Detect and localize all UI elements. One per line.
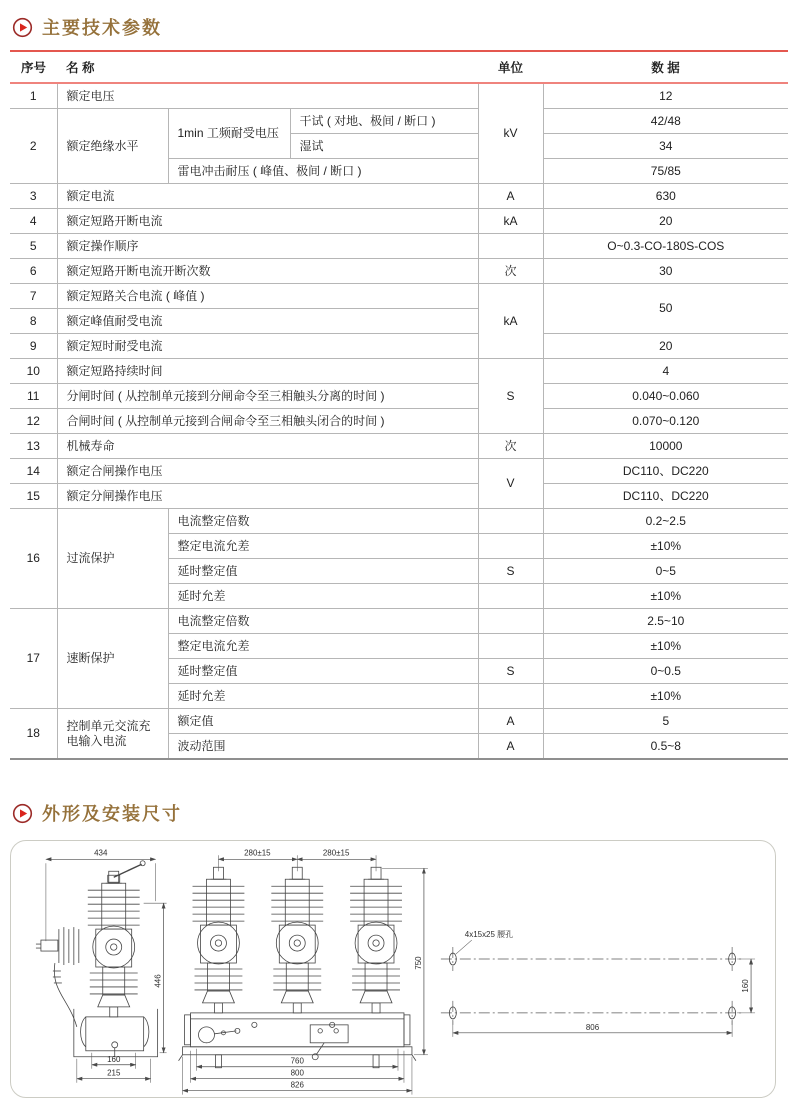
table-cell: 额定短路开断电流开断次数 bbox=[57, 259, 478, 284]
table-cell: 额定分闸操作电压 bbox=[57, 484, 478, 509]
table-cell: 整定电流允差 bbox=[168, 634, 478, 659]
table-cell: 湿试 bbox=[290, 134, 478, 159]
hole-layout-drawing bbox=[441, 929, 755, 1037]
table-cell: 7 bbox=[10, 284, 57, 309]
params-table-row bbox=[10, 609, 788, 634]
table-cell: 20 bbox=[543, 209, 788, 234]
section-params-header bbox=[12, 14, 778, 40]
table-cell: 2.5~10 bbox=[543, 609, 788, 634]
dim-front-width-inner: 760 bbox=[290, 1056, 304, 1066]
params-table-row bbox=[10, 234, 788, 259]
table-cell: ±10% bbox=[543, 534, 788, 559]
table-cell: 额定电流 bbox=[57, 184, 478, 209]
dim-pole-pitch-right: 280±15 bbox=[322, 848, 350, 858]
dim-holes-height: 160 bbox=[741, 979, 751, 993]
table-cell: 额定电压 bbox=[57, 83, 478, 109]
table-cell: 6 bbox=[10, 259, 57, 284]
table-cell: kA bbox=[478, 209, 543, 234]
side-view-drawing bbox=[36, 848, 167, 1082]
table-cell: 额定短路开断电流 bbox=[57, 209, 478, 234]
table-cell: 34 bbox=[543, 134, 788, 159]
table-cell: 14 bbox=[10, 459, 57, 484]
table-cell: DC110、DC220 bbox=[543, 459, 788, 484]
dim-pole-pitch-left: 280±15 bbox=[244, 848, 271, 858]
table-cell: 额定操作顺序 bbox=[57, 234, 478, 259]
table-cell: A bbox=[478, 184, 543, 209]
table-cell: 3 bbox=[10, 184, 57, 209]
table-cell: 5 bbox=[10, 234, 57, 259]
table-cell bbox=[478, 584, 543, 609]
params-table-row bbox=[10, 284, 788, 309]
params-table-row bbox=[10, 259, 788, 284]
table-cell: 15 bbox=[10, 484, 57, 509]
table-cell: ±10% bbox=[543, 684, 788, 709]
table-cell: O~0.3-CO-180S-COS bbox=[543, 234, 788, 259]
table-cell: 12 bbox=[10, 409, 57, 434]
table-cell: 0.5~8 bbox=[543, 734, 788, 760]
table-cell: 5 bbox=[543, 709, 788, 734]
table-cell: 合闸时间 ( 从控制单元接到合闸命令至三相触头闭合的时间 ) bbox=[57, 409, 478, 434]
table-cell bbox=[478, 509, 543, 534]
table-cell: 延时整定值 bbox=[168, 559, 478, 584]
table-cell: 17 bbox=[10, 609, 57, 709]
table-cell bbox=[478, 634, 543, 659]
table-cell: 电流整定倍数 bbox=[168, 509, 478, 534]
table-cell: 控制单元交流充电输入电流 bbox=[57, 709, 168, 760]
table-cell: 速断保护 bbox=[57, 609, 168, 709]
params-table-row bbox=[10, 209, 788, 234]
table-cell: V bbox=[478, 459, 543, 509]
table-cell: 12 bbox=[543, 83, 788, 109]
table-cell: 9 bbox=[10, 334, 57, 359]
table-cell: 次 bbox=[478, 259, 543, 284]
params-table-row bbox=[10, 109, 788, 134]
dim-front-width-outer: 826 bbox=[290, 1080, 304, 1090]
table-cell: 16 bbox=[10, 509, 57, 609]
params-header-row bbox=[10, 51, 788, 83]
params-table-row bbox=[10, 484, 788, 509]
table-cell: 延时整定值 bbox=[168, 659, 478, 684]
table-cell: 10000 bbox=[543, 434, 788, 459]
table-cell bbox=[478, 534, 543, 559]
table-cell: A bbox=[478, 709, 543, 734]
table-cell: 2 bbox=[10, 109, 57, 184]
params-table-body bbox=[10, 83, 788, 759]
table-cell: 0.2~2.5 bbox=[543, 509, 788, 534]
header-no: 序号 bbox=[10, 51, 57, 83]
table-cell: 18 bbox=[10, 709, 57, 760]
table-cell: DC110、DC220 bbox=[543, 484, 788, 509]
dim-side-height: 446 bbox=[153, 974, 163, 988]
params-table-row bbox=[10, 409, 788, 434]
table-cell: 0~5 bbox=[543, 559, 788, 584]
table-cell: 电流整定倍数 bbox=[168, 609, 478, 634]
params-table-row bbox=[10, 509, 788, 534]
table-cell: 75/85 bbox=[543, 159, 788, 184]
table-cell: 8 bbox=[10, 309, 57, 334]
table-cell: 30 bbox=[543, 259, 788, 284]
table-cell: 额定绝缘水平 bbox=[57, 109, 168, 184]
table-cell: 630 bbox=[543, 184, 788, 209]
table-cell: 额定合闸操作电压 bbox=[57, 459, 478, 484]
table-cell: A bbox=[478, 734, 543, 760]
table-cell: 额定值 bbox=[168, 709, 478, 734]
params-table bbox=[10, 50, 788, 760]
table-cell bbox=[478, 609, 543, 634]
table-cell: 0.040~0.060 bbox=[543, 384, 788, 409]
table-cell: kV bbox=[478, 83, 543, 184]
dim-front-height: 750 bbox=[413, 956, 423, 970]
params-table-row bbox=[10, 83, 788, 109]
section-dimensions-header bbox=[12, 800, 778, 826]
dim-front-width-mid: 800 bbox=[290, 1068, 304, 1078]
table-cell: 次 bbox=[478, 434, 543, 459]
params-table-row bbox=[10, 709, 788, 734]
table-cell: 50 bbox=[543, 284, 788, 334]
params-table-row bbox=[10, 184, 788, 209]
table-cell: 过流保护 bbox=[57, 509, 168, 609]
params-table-row bbox=[10, 459, 788, 484]
header-data: 数 据 bbox=[543, 51, 788, 83]
params-table-row bbox=[10, 434, 788, 459]
dim-side-base-inner: 160 bbox=[107, 1054, 121, 1064]
table-cell: 延时允差 bbox=[168, 684, 478, 709]
dimension-drawing-panel bbox=[10, 840, 776, 1098]
table-cell: 4 bbox=[10, 209, 57, 234]
table-cell: 额定峰值耐受电流 bbox=[57, 309, 478, 334]
table-cell: kA bbox=[478, 284, 543, 359]
params-table-row bbox=[10, 384, 788, 409]
table-cell: 延时允差 bbox=[168, 584, 478, 609]
table-cell: 20 bbox=[543, 334, 788, 359]
params-table-head bbox=[10, 51, 788, 83]
table-cell: 雷电冲击耐压 ( 峰值、极间 / 断口 ) bbox=[168, 159, 478, 184]
dim-holes-width: 806 bbox=[585, 1022, 600, 1032]
table-cell: 4 bbox=[543, 359, 788, 384]
table-cell: 干试 ( 对地、极间 / 断口 ) bbox=[290, 109, 478, 134]
table-cell: 额定短路持续时间 bbox=[57, 359, 478, 384]
table-cell: 额定短时耐受电流 bbox=[57, 334, 478, 359]
table-cell: 波动范围 bbox=[168, 734, 478, 760]
table-cell: 额定短路关合电流 ( 峰值 ) bbox=[57, 284, 478, 309]
table-cell: 13 bbox=[10, 434, 57, 459]
table-cell: 机械寿命 bbox=[57, 434, 478, 459]
params-table-row bbox=[10, 334, 788, 359]
header-name: 名 称 bbox=[57, 51, 478, 83]
table-cell: 1min 工频耐受电压 bbox=[168, 109, 290, 159]
table-cell bbox=[478, 234, 543, 259]
table-cell: 42/48 bbox=[543, 109, 788, 134]
play-circle-icon bbox=[12, 17, 33, 38]
hole-note-label: 4x15x25 腰孔 bbox=[464, 930, 514, 940]
table-cell: 11 bbox=[10, 384, 57, 409]
dimensions-section-title: 外形及安装尺寸 bbox=[42, 804, 182, 824]
params-table-row bbox=[10, 359, 788, 384]
table-cell: ±10% bbox=[543, 584, 788, 609]
table-cell: 0~0.5 bbox=[543, 659, 788, 684]
play-circle-icon bbox=[12, 803, 33, 824]
table-cell: 1 bbox=[10, 83, 57, 109]
table-cell: S bbox=[478, 659, 543, 684]
dim-side-base-outer: 215 bbox=[107, 1068, 121, 1078]
table-cell: S bbox=[478, 359, 543, 434]
table-cell: 0.070~0.120 bbox=[543, 409, 788, 434]
front-view-drawing bbox=[179, 848, 428, 1094]
dimension-drawings bbox=[11, 841, 775, 1097]
table-cell bbox=[478, 684, 543, 709]
table-cell: 整定电流允差 bbox=[168, 534, 478, 559]
dim-side-width-top: 434 bbox=[94, 848, 108, 858]
table-cell: S bbox=[478, 559, 543, 584]
header-unit: 单位 bbox=[478, 51, 543, 83]
table-cell: 10 bbox=[10, 359, 57, 384]
params-section-title: 主要技术参数 bbox=[42, 18, 162, 38]
table-cell: 分闸时间 ( 从控制单元接到分闸命令至三相触头分离的时间 ) bbox=[57, 384, 478, 409]
table-cell: ±10% bbox=[543, 634, 788, 659]
